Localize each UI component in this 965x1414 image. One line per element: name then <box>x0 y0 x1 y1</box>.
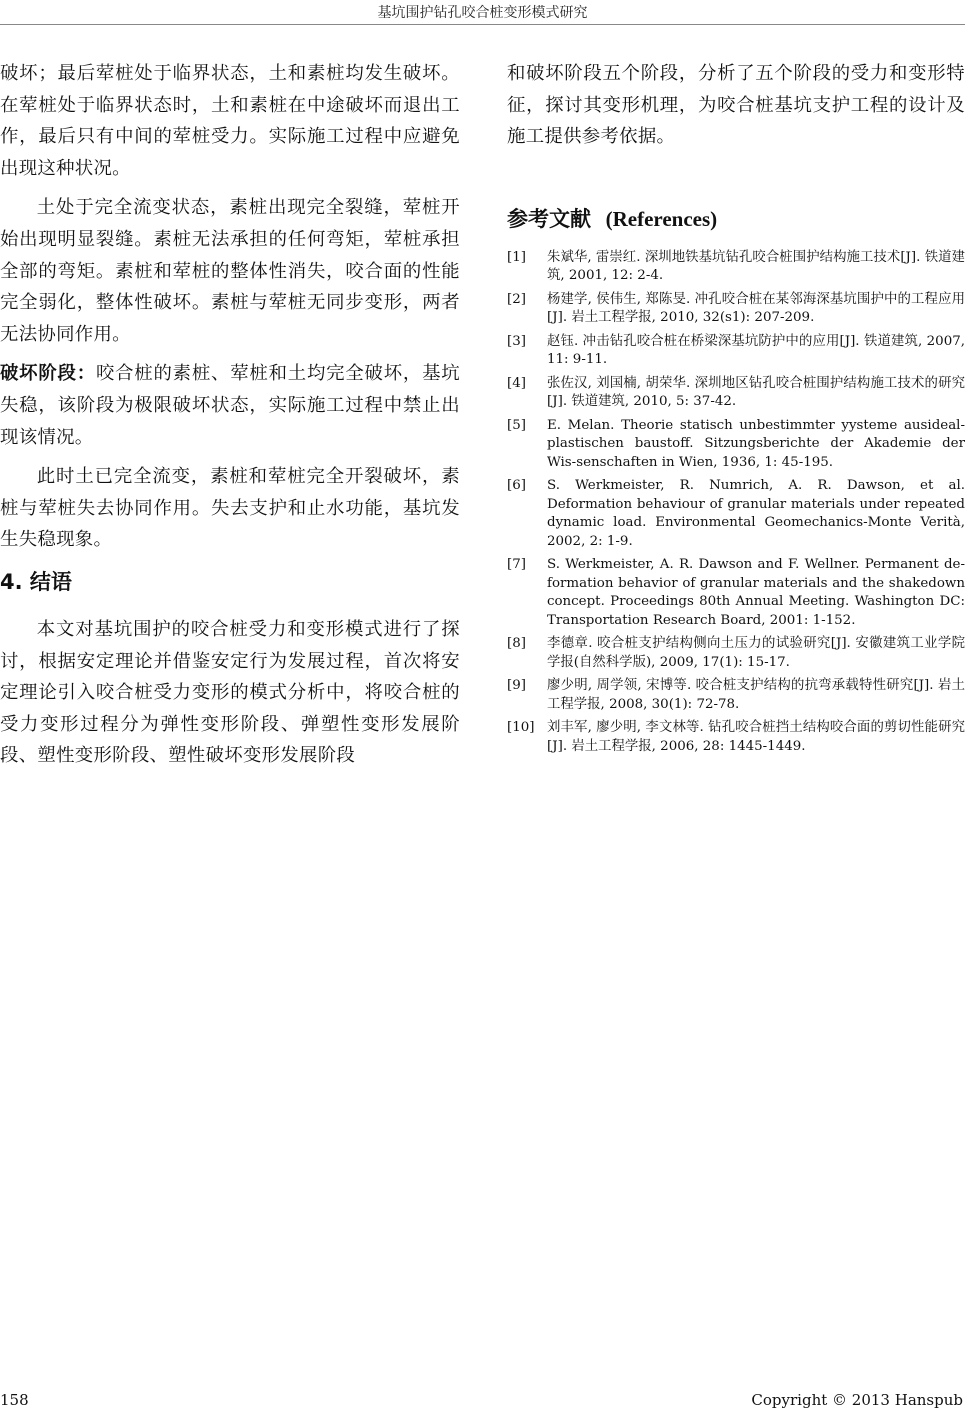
reference-item <box>507 635 965 672</box>
reference-number: [6] <box>507 478 526 494</box>
reference-item <box>507 249 965 286</box>
reference-text: 朱斌华, 雷崇红. 深圳地铁基坑钻孔咬合桩围护结构施工技术[J]. 铁道建筑, 2001, 12: 2-4. <box>547 249 965 284</box>
reference-text: 杨建学, 侯伟生, 郑陈旻. 冲孔咬合桩在某邻海深基坑围护中的工程应用[J]. 岩土工程学报, 2010, 32(s1): 207-209. <box>547 291 965 326</box>
reference-number: [1] <box>507 249 526 265</box>
reference-text: 张佐汉, 刘国楠, 胡荣华. 深圳地区钻孔咬合桩围护结构施工技术的研究[J]. 铁道建筑, 2010, 5: 37-42. <box>547 375 965 410</box>
reference-number: [3] <box>507 333 526 349</box>
failure-stage-lead: 破坏阶段： <box>0 363 96 385</box>
reference-item <box>507 291 965 328</box>
reference-item <box>507 333 965 370</box>
failure-stage-text: 咬合桩的素桩、荤桩和土均完全破坏，基坑失稳，该阶段为极限破坏状态，实际施工过程中禁止出现该情况。 <box>0 363 460 448</box>
copyright-notice: Copyright © 2013 Hanspub <box>751 1391 963 1409</box>
reference-number: [5] <box>507 417 526 433</box>
body-paragraph: 破坏；最后荤桩处于临界状态，土和素桩均发生破坏。在荤桩处于临界状态时，土和素桩在中途破坏而退出工作，最后只有中间的荤桩受力。实际施工过程中应避免出现这种状况。 <box>0 63 460 179</box>
references-heading <box>507 203 965 233</box>
reference-text: 廖少明, 周学领, 宋博等. 咬合桩支护结构的抗弯承载特性研究[J]. 岩土工程学报, 2008, 30(1): 72-78. <box>547 678 965 712</box>
reference-item <box>507 477 965 551</box>
reference-text: 李德章. 咬合桩支护结构侧向土压力的试验研究[J]. 安徽建筑工业学院学报(自然科学版), 2009, 17(1): 15-17. <box>547 636 965 670</box>
reference-item <box>507 375 965 412</box>
reference-text: S. Werkmeister, A. R. Dawson and F. Wellner. Permanent de-formation behavior of granular materials and the shakedown concept. Proceedings 80th Annual Meeting. Washington DC: Transportation Research Board, 2001: 1-152. <box>547 557 965 628</box>
running-header: 基坑围护钻孔咬合桩变形模式研究 <box>377 5 588 21</box>
reference-item <box>507 417 965 473</box>
references-title-en: (References) <box>605 206 718 231</box>
reference-number: [9] <box>507 678 526 694</box>
reference-text: E. Melan. Theorie statisch unbestimmter yysteme ausideal-plastischen baustoff. Sitzungsberichte der Akademie der Wis-senschaften in Wien, 1936, 1: 45-195. <box>547 417 965 470</box>
reference-number: [2] <box>507 291 526 307</box>
conclusion-heading: 4. 结语 <box>0 569 72 594</box>
reference-number: [8] <box>507 636 526 652</box>
reference-item <box>507 677 965 714</box>
conclusion-continuation: 和破坏阶段五个阶段，分析了五个阶段的受力和变形特征，探讨其变形机理，为咬合桩基坑支护工程的设计及施工提供参考依据。 <box>507 63 965 148</box>
reference-number: [4] <box>507 375 526 391</box>
reference-text: 赵钰. 冲击钻孔咬合桩在桥梁深基坑防护中的应用[J]. 铁道建筑, 2007, 11: 9-11. <box>547 333 965 368</box>
reference-list <box>507 249 965 757</box>
body-paragraph: 土处于完全流变状态，素桩出现完全裂缝，荤桩开始出现明显裂缝。素桩无法承担的任何弯矩，荤桩承担全部的弯矩。素桩和荤桩的整体性消失，咬合面的性能完全弱化，整体性破坏。素桩与荤桩无同步变形，两者无法协同作用。 <box>0 197 460 345</box>
reference-item <box>507 719 965 756</box>
body-paragraph: 此时土已完全流变，素桩和荤桩完全开裂破坏，素桩与荤桩失去协同作用。失去支护和止水功能，基坑发生失稳现象。 <box>0 466 460 551</box>
page-number: 158 <box>0 1391 29 1409</box>
reference-item <box>507 556 965 630</box>
reference-number: [7] <box>507 557 526 573</box>
reference-number: [10] <box>507 720 535 736</box>
reference-text: 刘丰军, 廖少明, 李文林等. 钻孔咬合桩挡土结构咬合面的剪切性能研究[J]. 岩土工程学报, 2006, 28: 1445-1449. <box>547 720 965 754</box>
conclusion-paragraph: 本文对基坑围护的咬合桩受力和变形模式进行了探讨，根据安定理论并借鉴安定行为发展过程，首次将安定理论引入咬合桩受力变形的模式分析中，将咬合桩的受力变形过程分为弹性变形阶段、弹塑性变形发展阶段、塑性变形阶段、塑性破坏变形发展阶段 <box>0 618 460 767</box>
failure-stage-paragraph <box>0 358 460 453</box>
left-column <box>0 58 460 780</box>
header-rule <box>0 24 965 25</box>
right-column <box>507 58 965 761</box>
references-title-cn: 参考文献 <box>507 206 591 231</box>
reference-text: S. Werkmeister, R. Numrich, A. R. Dawson, et al. Deformation behaviour of granular materials under repeated dynamic load. Environmental Geomechanics-Monte Verità, 2002, 2: 1-9. <box>547 478 965 549</box>
